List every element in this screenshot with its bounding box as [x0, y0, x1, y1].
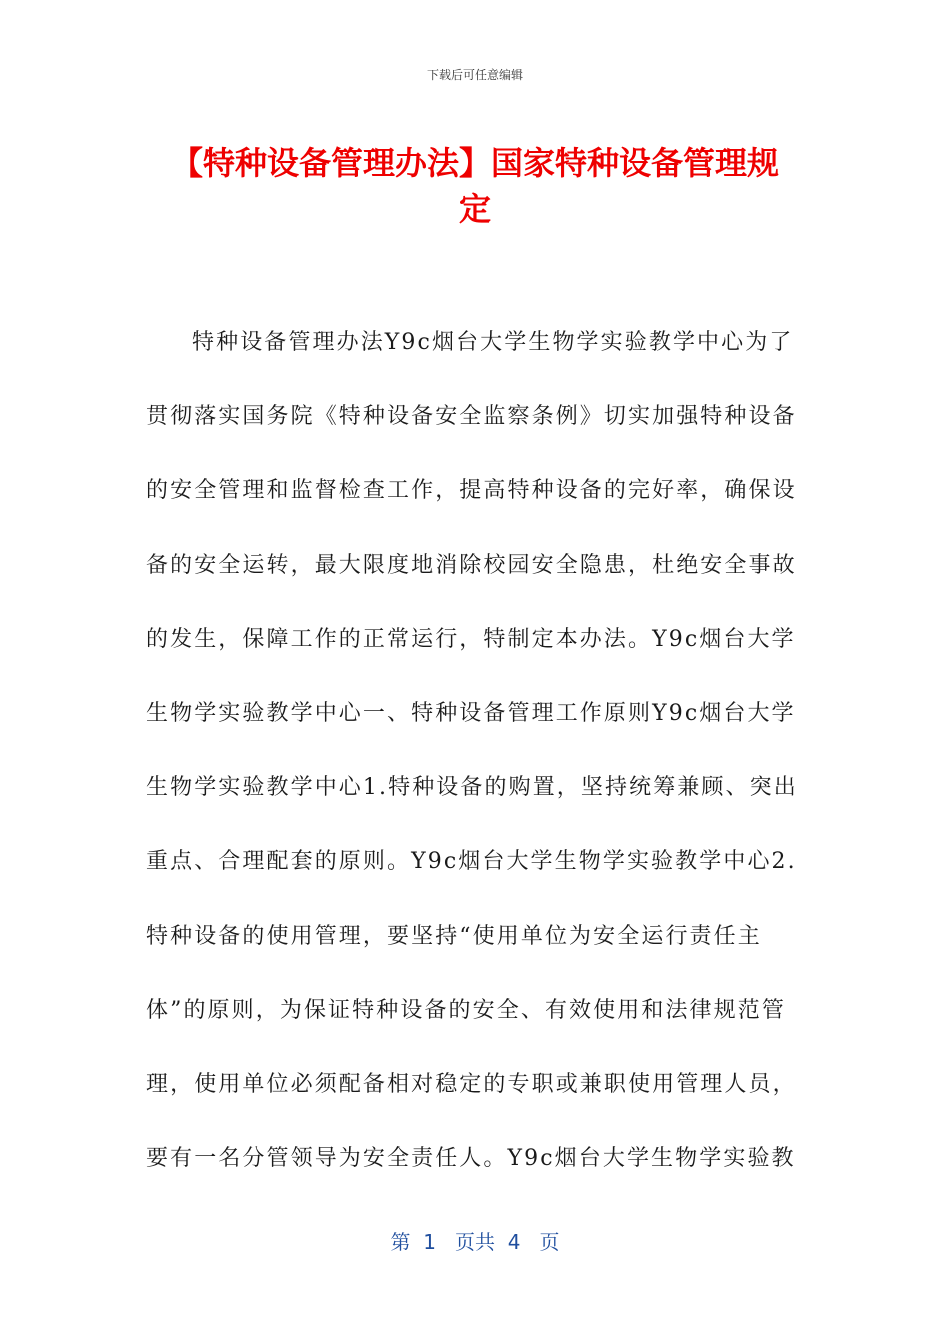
body-line: 的安全管理和监督检查工作，提高特种设备的完好率，确保设: [146, 478, 797, 504]
body-line: 体”的原则，为保证特种设备的安全、有效使用和法律规范管: [146, 997, 786, 1023]
body-line: 重点、合理配套的原则。Y9c烟台大学生物学实验教学中心2.: [146, 849, 797, 875]
page-number-footer: 第 1 页共 4 页: [390, 1230, 560, 1254]
body-line: 的发生，保障工作的正常运行，特制定本办法。Y9c烟台大学: [146, 626, 796, 652]
body-line: 贯彻落实国务院《特种设备安全监察条例》切实加强特种设备: [146, 404, 797, 430]
document-body: [146, 321, 806, 1211]
page-header-note: 下载后可任意编辑: [426, 68, 523, 82]
body-line: 要有一名分管领导为安全责任人。Y9c烟台大学生物学实验教: [146, 1146, 796, 1172]
body-line: 生物学实验教学中心1.特种设备的购置，坚持统筹兼顾、突出: [146, 775, 798, 801]
document-title-line-2: 定: [458, 190, 491, 228]
body-line: 特种设备管理办法Y9c烟台大学生物学实验教学中心为了: [192, 330, 794, 355]
body-line: 理，使用单位必须配备相对稳定的专职或兼职使用管理人员，: [146, 1071, 797, 1097]
document-title-line-1: 【特种设备管理办法】国家特种设备管理规: [170, 144, 779, 182]
document-title: [140, 140, 810, 232]
body-line: 生物学实验教学中心一、特种设备管理工作原则Y9c烟台大学: [146, 700, 796, 726]
body-line: 特种设备的使用管理，要坚持“使用单位为安全运行责任主: [146, 923, 762, 949]
body-line: 备的安全运转，最大限度地消除校园安全隐患，杜绝安全事故: [146, 552, 797, 578]
